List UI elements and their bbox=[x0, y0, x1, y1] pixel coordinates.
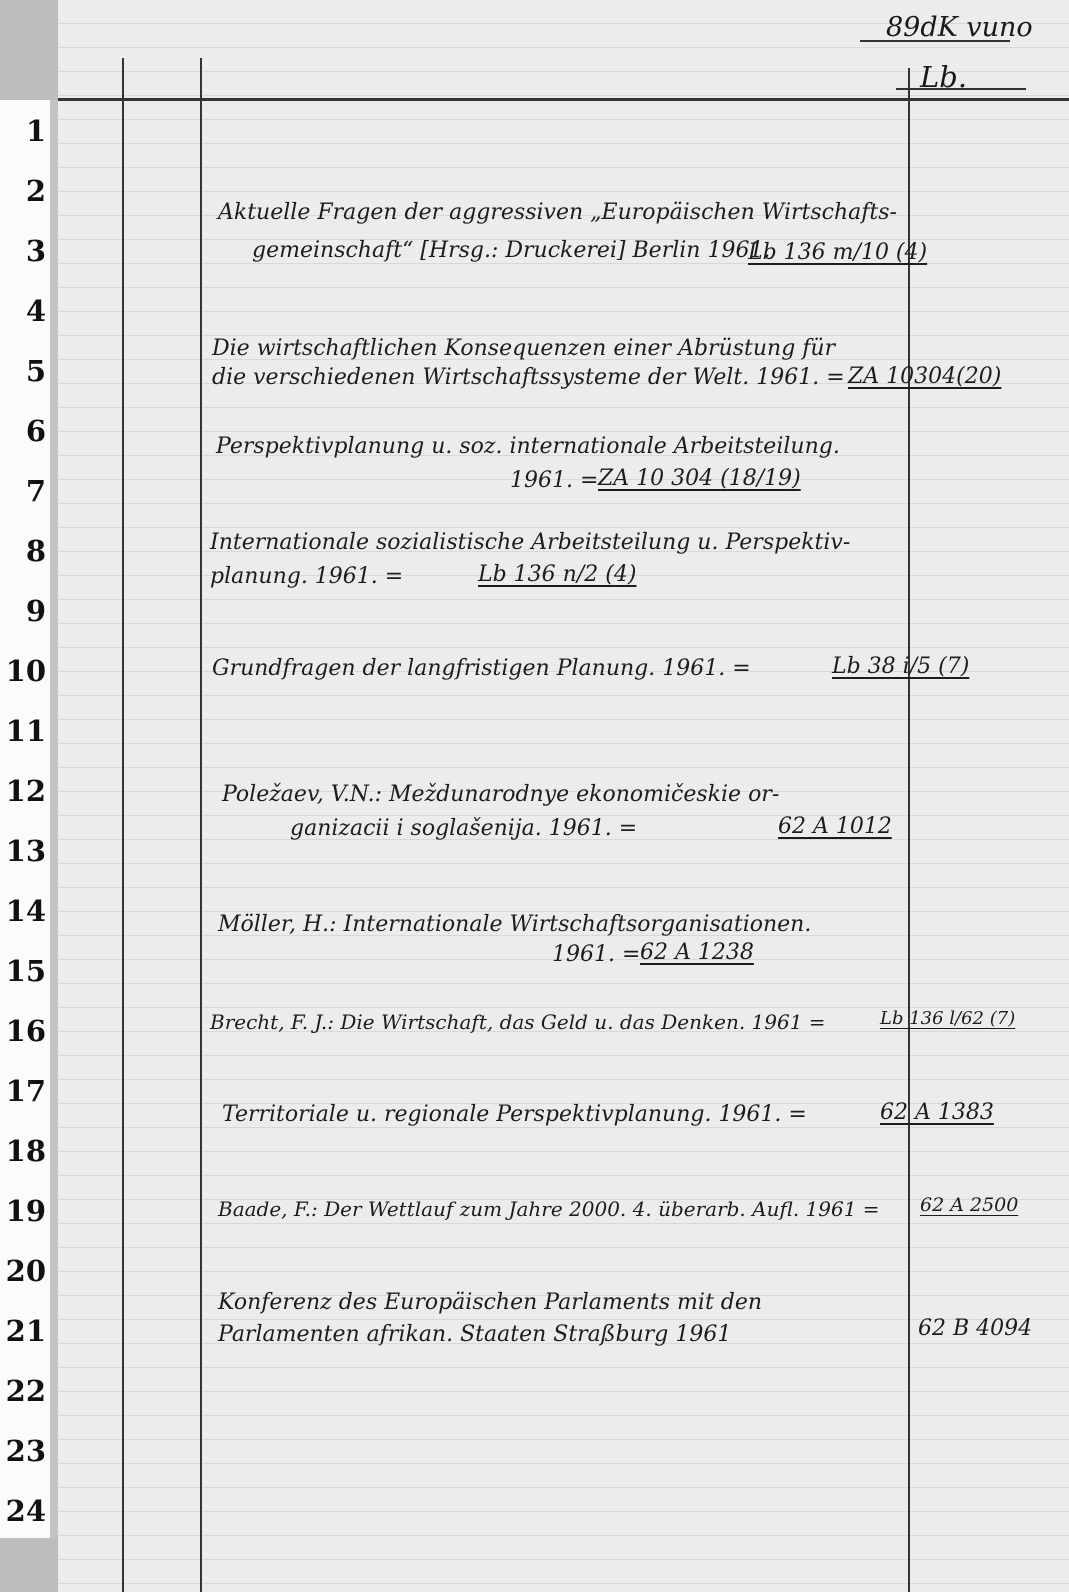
entry-10-line-1: Baade, F.: Der Wettlauf zum Jahre 2000. 4. überarb. Aufl. 1961 = bbox=[218, 1197, 880, 1221]
shelfmark-column-rule bbox=[908, 68, 910, 1592]
top-rule bbox=[58, 98, 1069, 101]
entry-7-shelfmark: 62 A 1238 bbox=[640, 940, 754, 965]
line-number: 21 bbox=[5, 1314, 46, 1348]
line-number: 1 bbox=[25, 114, 46, 148]
entry-8-shelfmark: Lb 136 l/62 (7) bbox=[880, 1008, 1016, 1029]
entry-6-line-2: ganizacii i soglašenija. 1961. = bbox=[290, 816, 638, 841]
line-number: 16 bbox=[5, 1014, 46, 1048]
line-number: 22 bbox=[5, 1374, 46, 1408]
line-number: 19 bbox=[5, 1194, 46, 1228]
entry-2-shelfmark: ZA 10304(20) bbox=[848, 364, 1002, 389]
entry-11-shelfmark: 62 B 4094 bbox=[918, 1316, 1033, 1341]
entry-5-shelfmark: Lb 38 i/5 (7) bbox=[832, 654, 970, 679]
header-code: Lb. bbox=[920, 60, 968, 94]
line-number: 20 bbox=[5, 1254, 46, 1288]
line-number: 17 bbox=[5, 1074, 46, 1108]
entry-4-line-2: planung. 1961. = bbox=[210, 564, 404, 589]
line-number: 4 bbox=[25, 294, 46, 328]
entry-7-line-1: Möller, H.: Internationale Wirtschaftsorganisationen. bbox=[218, 912, 812, 937]
line-number-strip bbox=[0, 100, 50, 1538]
entry-1-line-2: gemeinschaft“ [Hrsg.: Druckerei] Berlin 1961. bbox=[252, 238, 771, 263]
line-number: 9 bbox=[25, 594, 46, 628]
entry-3-line-2: 1961. = bbox=[510, 468, 599, 493]
entry-3-shelfmark: ZA 10 304 (18/19) bbox=[598, 466, 801, 491]
entry-1-shelfmark: Lb 136 m/10 (4) bbox=[748, 240, 928, 265]
line-number: 11 bbox=[5, 714, 46, 748]
entry-9-shelfmark: 62 A 1383 bbox=[880, 1100, 994, 1125]
line-number: 3 bbox=[25, 234, 46, 268]
text-column-rule bbox=[200, 58, 202, 1592]
entry-6-shelfmark: 62 A 1012 bbox=[778, 814, 892, 839]
line-number: 7 bbox=[25, 474, 46, 508]
line-number: 6 bbox=[25, 414, 46, 448]
line-number: 5 bbox=[25, 354, 46, 388]
entry-1-line-1: Aktuelle Fragen der aggressiven „Europäischen Wirtschafts- bbox=[218, 200, 897, 225]
entry-8-line-1: Brecht, F. J.: Die Wirtschaft, das Geld u. das Denken. 1961 = bbox=[210, 1010, 826, 1034]
entry-11-line-1: Konferenz des Europäischen Parlaments mit den bbox=[218, 1290, 763, 1315]
entry-6-line-1: Poležaev, V.N.: Meždunarodnye ekonomičeskie or- bbox=[222, 782, 780, 807]
scan-margin-bottom bbox=[0, 1538, 58, 1592]
entry-9-line-1: Territoriale u. regionale Perspektivplanung. 1961. = bbox=[222, 1102, 807, 1127]
entry-10-shelfmark: 62 A 2500 bbox=[920, 1194, 1019, 1216]
entry-4-shelfmark: Lb 136 n/2 (4) bbox=[478, 562, 637, 587]
entry-5-line-1: Grundfragen der langfristigen Planung. 1961. = bbox=[212, 656, 751, 681]
entry-7-line-2: 1961. = bbox=[552, 942, 641, 967]
left-column-rule bbox=[122, 58, 124, 1592]
line-number: 24 bbox=[5, 1494, 46, 1528]
line-number: 2 bbox=[25, 174, 46, 208]
line-number: 13 bbox=[5, 834, 46, 868]
line-number: 8 bbox=[25, 534, 46, 568]
line-number: 18 bbox=[5, 1134, 46, 1168]
entry-2-line-2: die verschiedenen Wirtschaftssysteme der Welt. 1961. = bbox=[212, 365, 845, 390]
scan-margin-top bbox=[0, 0, 58, 100]
entry-4-line-1: Internationale sozialistische Arbeitsteilung u. Perspektiv- bbox=[210, 530, 851, 555]
line-number: 23 bbox=[5, 1434, 46, 1468]
entry-2-line-1: Die wirtschaftlichen Konsequenzen einer Abrüstung für bbox=[212, 336, 836, 361]
line-number: 15 bbox=[5, 954, 46, 988]
header-shelfmark: 89dK vuno bbox=[886, 12, 1033, 43]
line-number: 10 bbox=[5, 654, 46, 688]
entry-11-line-2: Parlamenten afrikan. Staaten Straßburg 1961 bbox=[218, 1322, 732, 1347]
line-number: 14 bbox=[5, 894, 46, 928]
line-number: 12 bbox=[5, 774, 46, 808]
entry-3-line-1: Perspektivplanung u. soz. internationale Arbeitsteilung. bbox=[216, 434, 840, 459]
